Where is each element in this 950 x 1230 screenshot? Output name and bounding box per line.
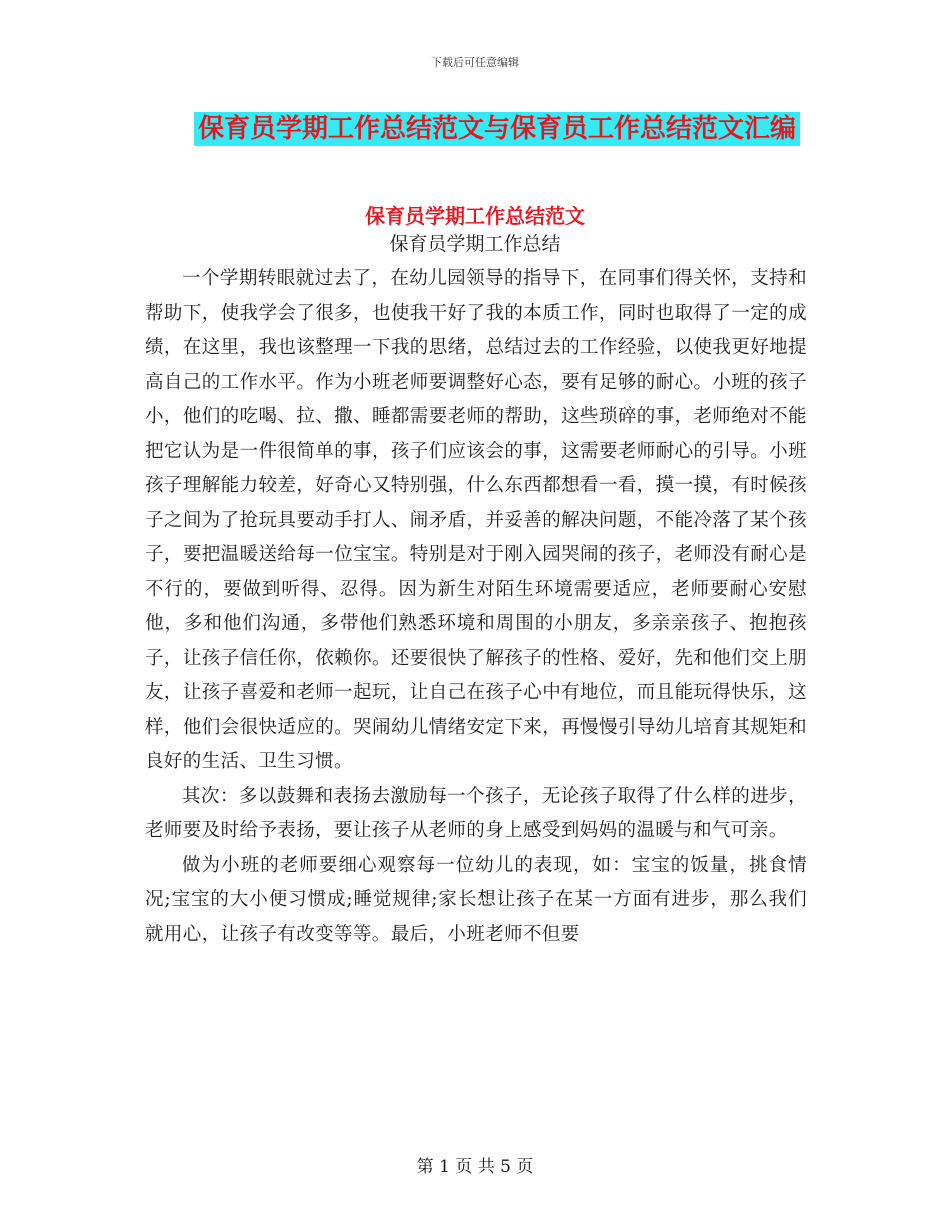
document-main-title: 保育员学期工作总结范文与保育员工作总结范文汇编 bbox=[194, 112, 800, 146]
section-title: 保育员学期工作总结范文 bbox=[365, 204, 585, 228]
document-body bbox=[145, 262, 807, 952]
section-subtitle: 保育员学期工作总结 bbox=[389, 233, 561, 255]
page-footer: 第 1 页 共 5 页 bbox=[416, 1157, 534, 1177]
header-note: 下载后可任意编辑 bbox=[431, 56, 519, 69]
body-paragraph: 其次：多以鼓舞和表扬去激励每一个孩子，无论孩子取得了什么样的进步，老师要及时给予表扬，要让孩子从老师的身上感受到妈妈的温暖与和气可亲。 bbox=[145, 785, 807, 841]
body-paragraph: 做为小班的老师要细心观察每一位幼儿的表现，如：宝宝的饭量，挑食情况;宝宝的大小便习惯成;睡觉规律;家长想让孩子在某一方面有进步，那么我们就用心，让孩子有改变等等。最后，小班老师不但要 bbox=[145, 854, 807, 945]
body-paragraph: 一个学期转眼就过去了，在幼儿园领导的指导下，在同事们得关怀，支持和帮助下，使我学会了很多，也使我干好了我的本质工作，同时也取得了一定的成绩，在这里，我也该整理一下我的思绪，总结过去的工作经验，以使我更好地提高自己的工作水平。作为小班老师要调整好心态，要有足够的耐心。小班的孩子小，他们的吃喝、拉、撒、睡都需要老师的帮助，这些琐碎的事，老师绝对不能把它认为是一件很简单的事，孩子们应该会的事，这需要老师耐心的引导。小班孩子理解能力较差，好奇心又特别强，什么东西都想看一看，摸一摸，有时候孩子之间为了抢玩具要动手打人、闹矛盾，并妥善的解决问题，不能冷落了某个孩子，要把温暖送给每一位宝宝。特别是对于刚入园哭闹的孩子，老师没有耐心是不行的，要做到听得、忍得。因为新生对陌生环境需要适应，老师要耐心安慰他，多和他们沟通，多带他们熟悉环境和周围的小朋友，多亲亲孩子、抱抱孩子，让孩子信任你，依赖你。还要很快了解孩子的性格、爱好，先和他们交上朋友，让孩子喜爱和老师一起玩，让自己在孩子心中有地位，而且能玩得快乐，这样，他们会很快适应的。哭闹幼儿情绪安定下来，再慢慢引导幼儿培育其规矩和良好的生活、卫生习惯。 bbox=[145, 268, 807, 772]
